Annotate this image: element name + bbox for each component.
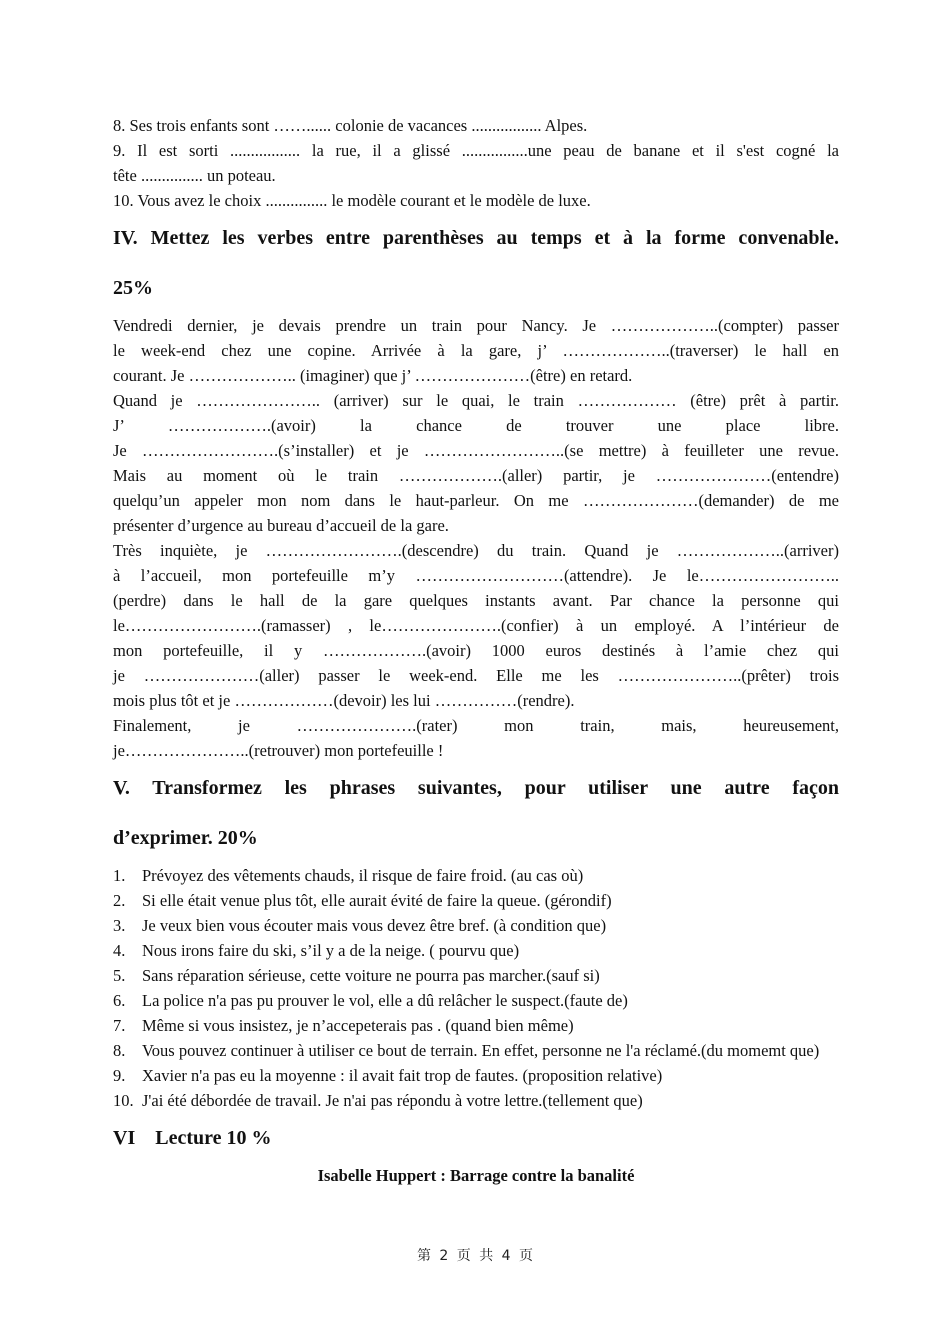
section-5-list [113, 863, 839, 1113]
exercise-line-10: 10. Vous avez le choix ............... le modèle courant et le modèle de luxe. [113, 191, 591, 210]
text-line: J’ ……………….(avoir) la chance de trouver une place libre. [113, 416, 839, 435]
section-6-heading: VI Lecture 10 % [113, 1127, 272, 1149]
text-line: je…………………..(retrouver) mon portefeuille ! [113, 741, 444, 760]
text-line: à l’accueil, mon portefeuille m’y ………………………(attendre). Je le…………………….. [113, 566, 839, 585]
text-line: le week-end chez une copine. Arrivée à la gare, j’ ………………..(traverser) le hall en [113, 341, 839, 360]
text-line: Finalement, je ………………….(rater) mon train, mais, heureusement, [113, 716, 839, 735]
section-5-heading: V. Transformez les phrases suivantes, pour utiliser une autre façon [113, 777, 839, 799]
reading-title: Isabelle Huppert : Barrage contre la banalité [317, 1166, 635, 1185]
section-4-heading: IV. Mettez les verbes entre parenthèses au temps et à la forme convenable. [113, 227, 839, 249]
list-number: 2. [113, 891, 126, 910]
list-number: 4. [113, 941, 126, 960]
section-5-heading-cont: d’exprimer. 20% [113, 827, 258, 849]
list-item [113, 913, 839, 938]
text-line: courant. Je ……………….. (imaginer) que j’ …………………(être) en retard. [113, 366, 633, 385]
section-4-heading-percent: 25% [113, 277, 153, 299]
document-page [113, 113, 839, 1188]
list-number: 9. [113, 1066, 126, 1085]
list-number: 8. [113, 1041, 126, 1060]
text-line: je …………………(aller) passer le week-end. Elle me les …………………..(prêter) trois [113, 666, 839, 685]
list-item [113, 1038, 839, 1063]
text-line: quelqu’un appeler mon nom dans le haut-parleur. On me …………………(demander) de me [113, 491, 839, 510]
text-line: Très inquiète, je …………………….(descendre) du train. Quand je ………………..(arriver) [113, 541, 839, 560]
page-footer: 第 2 页 共 4 页 [416, 1248, 534, 1264]
list-item [113, 963, 839, 988]
exercise-line-9-cont: tête ............... un poteau. [113, 166, 276, 185]
list-text: Je veux bien vous écouter mais vous devez être bref. (à condition que) [142, 916, 607, 935]
text-line: mon portefeuille, il y ……………….(avoir) 1000 euros destinés à l’amie chez qui [113, 641, 839, 660]
list-item [113, 888, 839, 913]
list-item [113, 1063, 839, 1088]
text-line: le…………………….(ramasser) , le………………….(confier) à un employé. A l’intérieur de [113, 616, 839, 635]
text-line: Je …………………….(s’installer) et je ……………………..(se mettre) à feuilleter une revue. [113, 441, 839, 460]
list-text: Même si vous insistez, je n’accepeterais pas . (quand bien même) [142, 1016, 574, 1035]
list-number: 5. [113, 966, 126, 985]
list-text: Sans réparation sérieuse, cette voiture ne pourra pas marcher.(sauf si) [142, 966, 600, 985]
list-number: 1. [113, 866, 126, 885]
text-line: Vendredi dernier, je devais prendre un train pour Nancy. Je ………………..(compter) passer [113, 316, 839, 335]
list-item [113, 1088, 839, 1113]
text-line: Quand je ………………….. (arriver) sur le quai, le train ……………… (être) prêt à partir. [113, 391, 839, 410]
list-text: Vous pouvez continuer à utiliser ce bout de terrain. En effet, personne ne l'a réclamé.(du momemt que) [142, 1041, 820, 1060]
list-text: J'ai été débordée de travail. Je n'ai pas répondu à votre lettre.(tellement que) [142, 1091, 643, 1110]
section-4-text [113, 313, 839, 763]
list-text: Xavier n'a pas eu la moyenne : il avait fait trop de fautes. (proposition relative) [142, 1066, 663, 1085]
list-text: Prévoyez des vêtements chauds, il risque de faire froid. (au cas où) [142, 866, 584, 885]
text-line: mois plus tôt et je ………………(devoir) les lui ……………(rendre). [113, 691, 575, 710]
list-item [113, 938, 839, 963]
list-number: 7. [113, 1016, 126, 1035]
exercise-line-8: 8. Ses trois enfants sont ……...... colonie de vacances ................. Alpes. [113, 116, 588, 135]
text-line: (perdre) dans le hall de la gare quelques instants avant. Par chance la personne qui [113, 591, 839, 610]
list-text: La police n'a pas pu prouver le vol, elle a dû relâcher le suspect.(faute de) [142, 991, 628, 1010]
list-number: 3. [113, 916, 126, 935]
text-line: Mais au moment où le train ……………….(aller) partir, je …………………(entendre) [113, 466, 839, 485]
list-number: 6. [113, 991, 126, 1010]
list-item [113, 863, 839, 888]
text-line: présenter d’urgence au bureau d’accueil de la gare. [113, 516, 449, 535]
list-text: Si elle était venue plus tôt, elle aurait évité de faire la queue. (gérondif) [142, 891, 612, 910]
list-item [113, 1013, 839, 1038]
list-text: Nous irons faire du ski, s’il y a de la neige. ( pourvu que) [142, 941, 520, 960]
list-number: 10. [113, 1091, 134, 1110]
exercise-line-9: 9. Il est sorti ................. la rue, il a glissé ................une peau de banane et il s'est cogné la [113, 141, 839, 160]
list-item [113, 988, 839, 1013]
